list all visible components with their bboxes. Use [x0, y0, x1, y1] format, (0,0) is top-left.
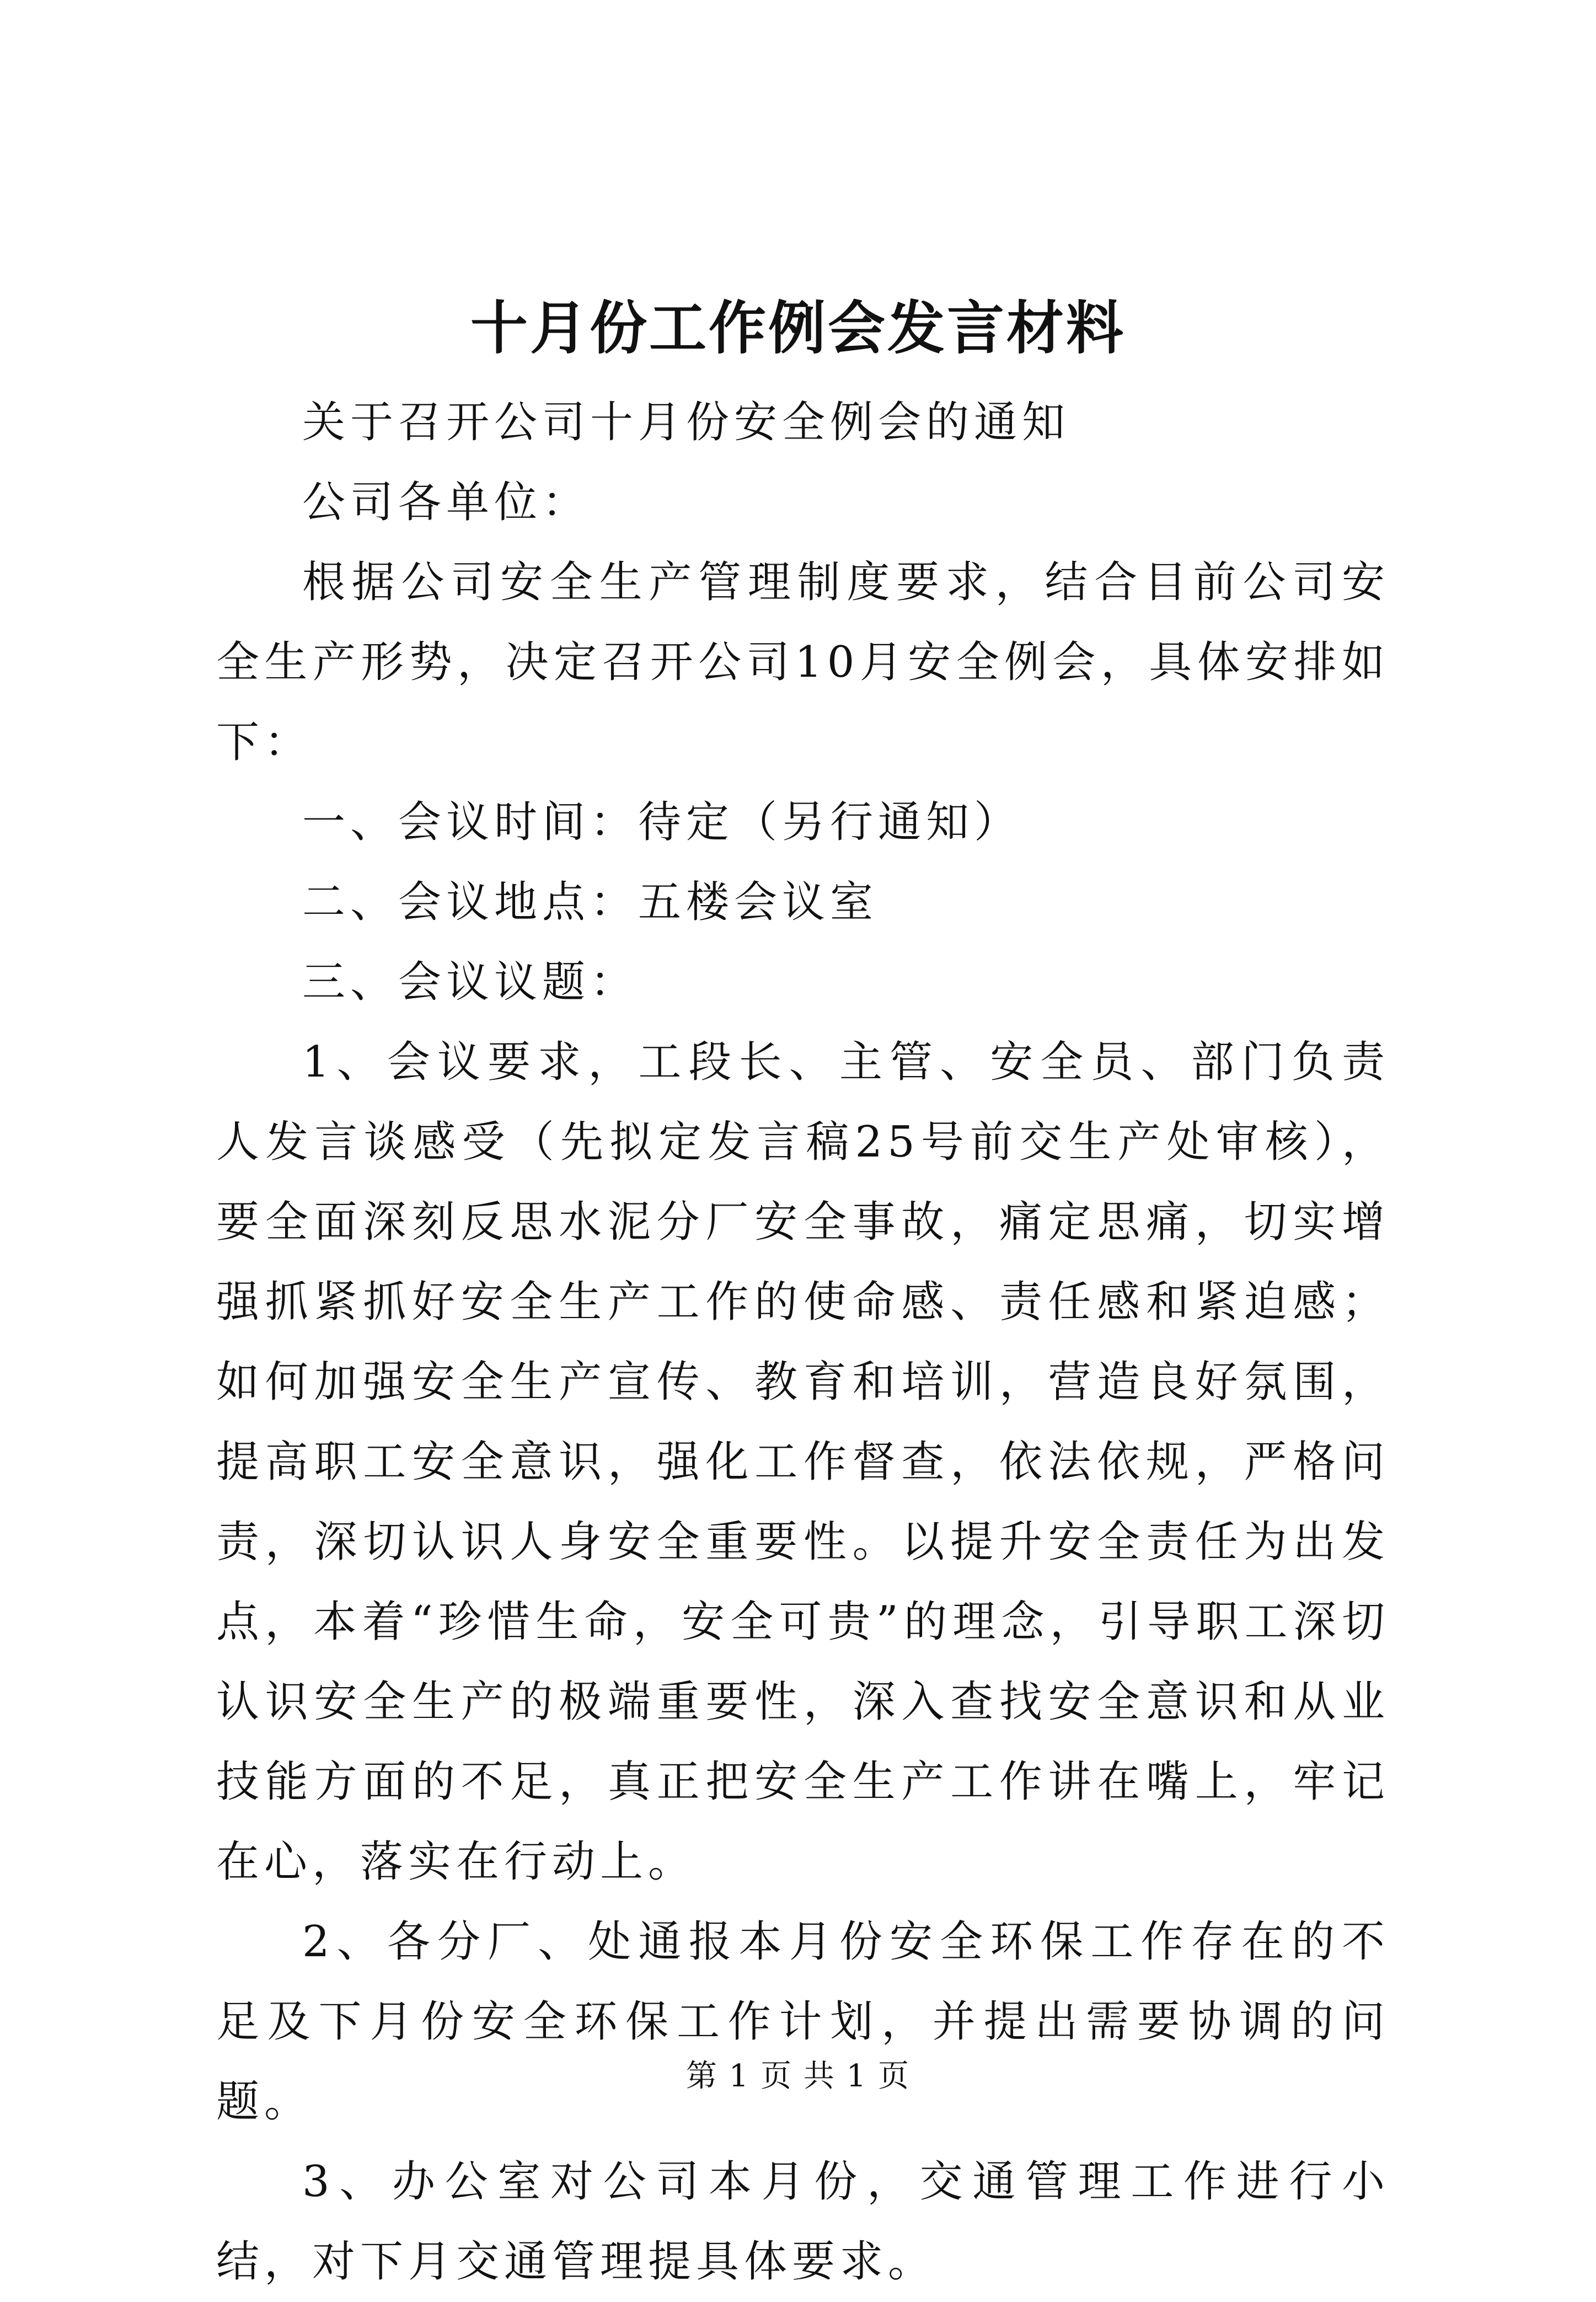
meeting-topics-heading: 三、会议议题：	[302, 957, 639, 1007]
salutation: 公司各单位：	[302, 478, 591, 527]
topic-item-1: 1、会议要求，工段长、主管、安全员、部门负责人发言谈感受（先拟定发言稿25号前交生产处审核），要全面深刻反思水泥分厂安全事故，痛定思痛，切实增强抓紧抓好安全生产工作的使命感、责任感和紧迫感；如何加强安全生产宣传、教育和培训，营造良好氛围，提高职工安全意识，强化工作督查，依法依规，严格问责，深切认识人身安全重要性。以提升安全责任为出发点，本着“珍惜生命，安全可贵”的理念，引导职工深切认识安全生产的极端重要性，深入查找安全意识和从业技能方面的不足，真正把安全生产工作讲在嘴上，牢记在心，落实在行动上。	[216, 1037, 1390, 1887]
intro-paragraph: 根据公司安全生产管理制度要求，结合目前公司安全生产形势，决定召开公司10月安全例会，具体安排如下：	[216, 558, 1390, 767]
notice-heading: 关于召开公司十月份安全例会的通知	[302, 398, 1070, 447]
page-footer: 第 1 页 共 1 页	[685, 2058, 911, 2094]
meeting-location: 二、会议地点：五楼会议室	[302, 877, 879, 927]
topic-item-3: 3、办公室对公司本月份，交通管理工作进行小结，对下月交通管理提具体要求。	[216, 2157, 1390, 2287]
document-body	[216, 383, 1390, 2302]
document-title: 十月份工作例会发言材料	[470, 294, 1126, 362]
meeting-time: 一、会议时间：待定（另行通知）	[302, 797, 1022, 847]
topic-item-2: 2、各分厂、处通报本月份安全环保工作存在的不足及下月份安全环保工作计划，并提出需要协调的问题。	[216, 1917, 1390, 2127]
